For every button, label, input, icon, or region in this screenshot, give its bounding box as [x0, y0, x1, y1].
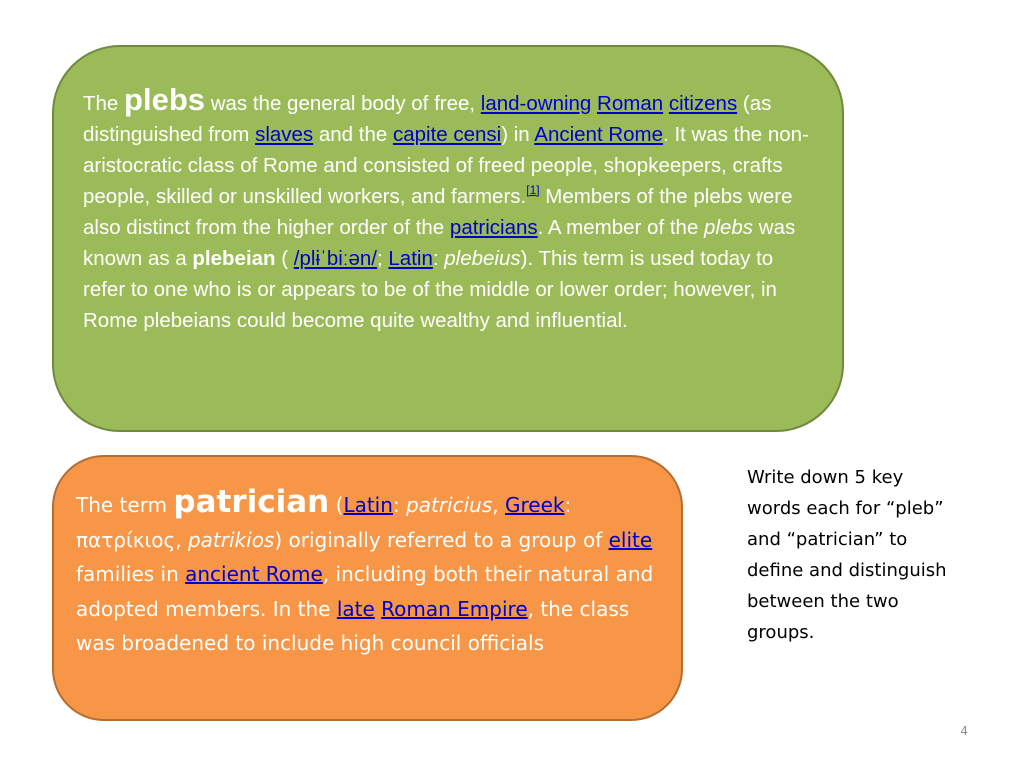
roman-link[interactable]: Roman: [597, 92, 664, 115]
capite-censi-link[interactable]: capite censi: [392, 123, 502, 146]
plebeian-term: plebeian: [192, 247, 276, 270]
plebs-term: plebs: [124, 82, 205, 117]
ancient-rome-link[interactable]: Ancient Rome: [534, 123, 664, 146]
text-segment: and the: [313, 123, 393, 146]
patricius-italic: patricius: [406, 493, 493, 517]
text-segment: families in: [76, 562, 186, 586]
plebs-paragraph: [83, 84, 815, 336]
footnote-link[interactable]: [1]: [526, 183, 540, 197]
instructions-text: Write down 5 key words each for “pleb” and “patrician” to define and distinguish between the two groups.: [747, 467, 947, 643]
greek-link[interactable]: Greek: [504, 493, 565, 517]
elite-link[interactable]: elite: [608, 527, 653, 552]
late-link[interactable]: late: [336, 596, 375, 621]
patrikios-italic: patrikios: [187, 527, 275, 552]
text-segment: , the class was broadened to include high council officials: [76, 596, 630, 655]
text-segment: :: [392, 493, 407, 517]
land-owning-link[interactable]: land-owning: [480, 92, 592, 115]
text-segment: :: [432, 247, 445, 270]
slaves-link[interactable]: slaves: [255, 123, 314, 146]
text-segment: (: [275, 247, 294, 270]
patrician-term: patrician: [173, 484, 330, 520]
text-segment: ) originally referred to a group of: [274, 527, 609, 552]
text-segment: (as distinguished from: [83, 92, 772, 146]
roman-empire-link[interactable]: Roman Empire: [381, 596, 528, 621]
citizens-link[interactable]: citizens: [668, 92, 738, 115]
text-segment: ,: [492, 493, 505, 517]
text-segment: , including both their natural and adopted members. In the: [76, 562, 654, 621]
text-segment: (: [329, 493, 344, 517]
plebeius-italic: plebeius: [444, 247, 521, 270]
text-segment: was the general body of free,: [205, 92, 481, 115]
text-segment: ) in: [501, 123, 535, 146]
text-segment: was known as a: [83, 216, 796, 270]
text-segment: . It was the non-aristocratic class of Rome and consisted of freed people, shopkeepers, crafts people, skilled or unskilled workers, and farmers.: [83, 123, 809, 208]
ancient-rome-link[interactable]: ancient Rome: [185, 562, 323, 586]
patricians-link[interactable]: patricians: [449, 216, 538, 239]
text-segment: The term: [76, 493, 174, 517]
ipa-pronunciation-link[interactable]: /plɨˈbiːən/: [293, 247, 377, 270]
text-segment: Members of the plebs were also distinct from the higher order of the: [83, 185, 793, 239]
text-segment: . A member of the: [537, 216, 705, 239]
plebs-italic: plebs: [704, 216, 754, 239]
latin-link[interactable]: Latin: [343, 493, 393, 517]
page-number: 4: [960, 724, 968, 738]
text-segment: ;: [376, 247, 389, 270]
latin-link[interactable]: Latin: [388, 247, 433, 270]
text-segment: The: [83, 92, 125, 115]
text-segment: ). This term is used today to refer to one who is or appears to be of the middle or lower order; however, in Rome plebeians could become quite wealthy and influential.: [83, 247, 777, 332]
text-segment: : πατρίκιος,: [76, 493, 572, 552]
patrician-paragraph: [76, 485, 661, 661]
